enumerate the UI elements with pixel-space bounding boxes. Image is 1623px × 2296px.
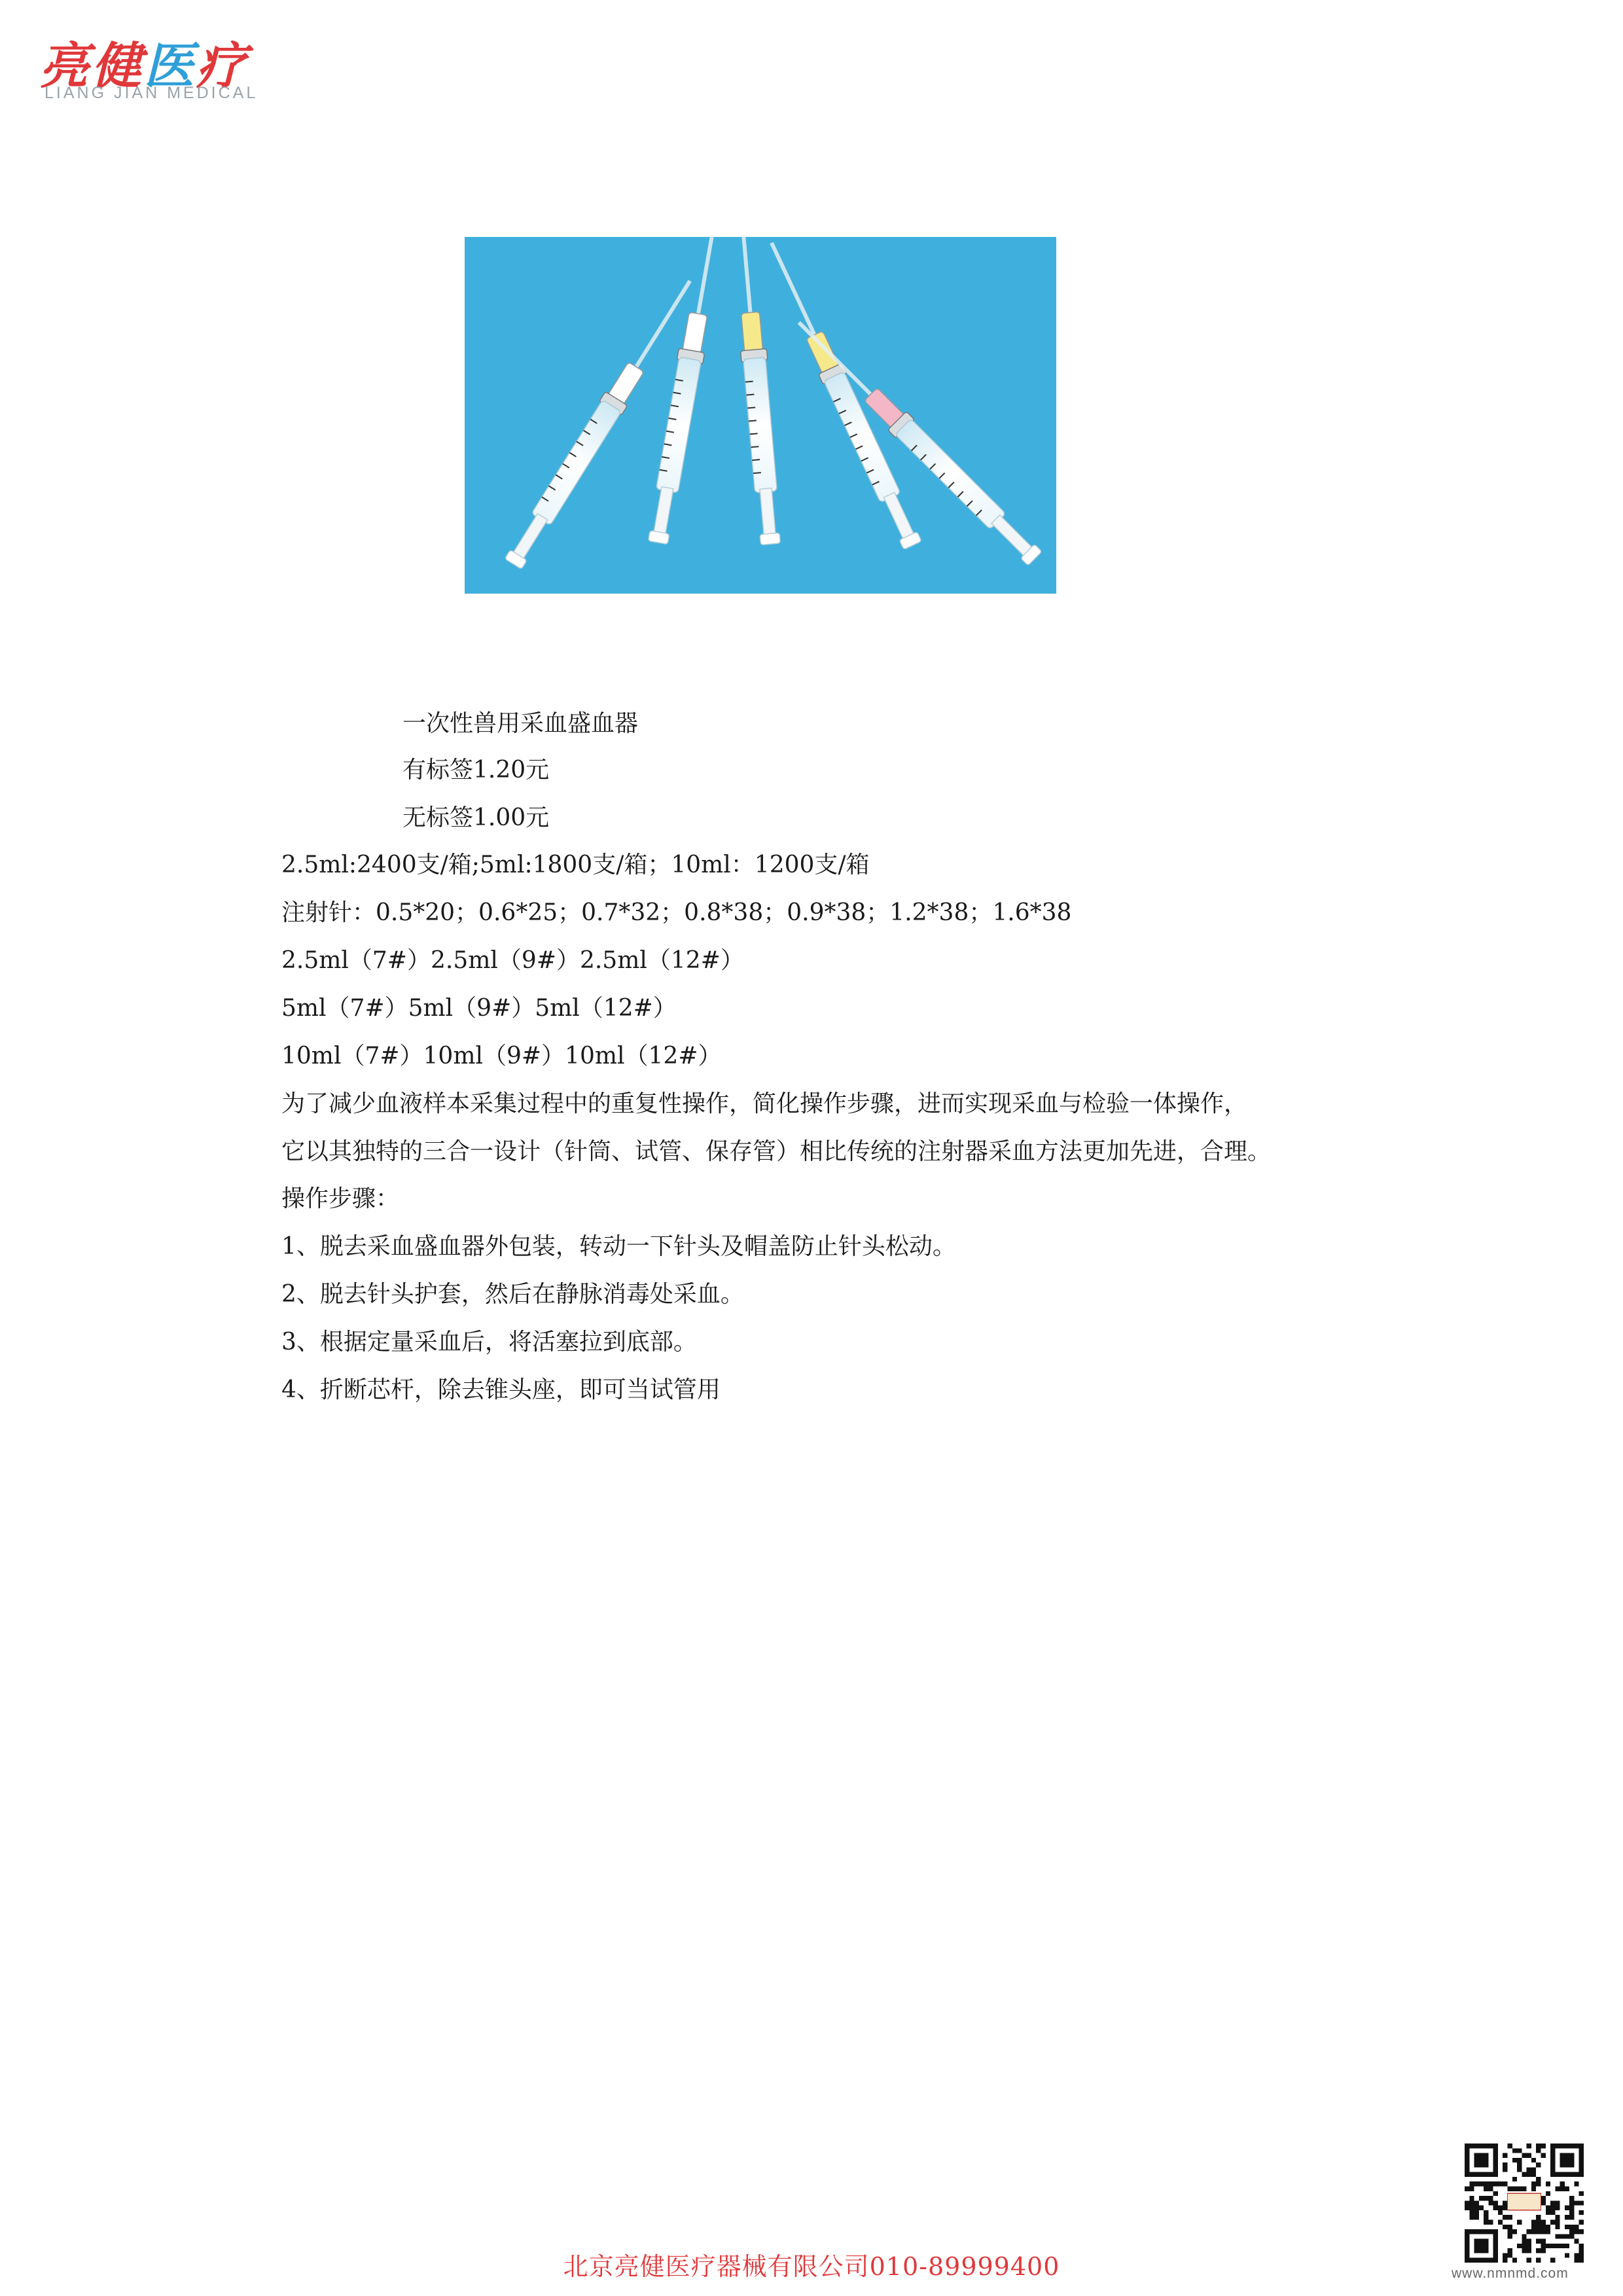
step-4: 4、折断芯杆，除去锥头座，即可当试管用 (281, 1376, 721, 1403)
logo-char-1: 亮 (39, 37, 92, 95)
qr-code-icon (1465, 2144, 1584, 2263)
website: www.nmnmd.com (1452, 2266, 1569, 2281)
size-row-10ml: 10ml（7#）10ml（9#）10ml（12#） (281, 1043, 722, 1069)
needle-spec: 注射针：0.5*20；0.6*25；0.7*32；0.8*38；0.9*38；1.2*38；1.6*38 (281, 899, 1072, 926)
steps-heading: 操作步骤： (281, 1185, 400, 1212)
logo-char-4: 疗 (196, 37, 249, 95)
description-line-2: 它以其独特的三合一设计（针筒、试管、保存管）相比传统的注射器采血方法更加先进，合理。 (281, 1138, 1272, 1165)
product-title: 一次性兽用采血盛血器 (402, 710, 639, 737)
size-row-2-5ml: 2.5ml（7#）2.5ml（9#）2.5ml（12#） (281, 947, 744, 974)
logo-char-2: 健 (92, 37, 144, 95)
company-logo (39, 26, 259, 105)
product-photo (465, 237, 1056, 594)
step-2: 2、脱去针头护套，然后在静脉消毒处采血。 (281, 1281, 744, 1308)
logo-char-3: 医 (144, 37, 196, 95)
footer-company: 北京亮健医疗器械有限公司010-89999400 (563, 2252, 1060, 2281)
price-unlabeled: 无标签1.00元 (402, 804, 550, 831)
price-labeled: 有标签1.20元 (402, 757, 550, 783)
logo-english: LIANG JIAN MEDICAL (45, 84, 259, 102)
packing-spec: 2.5ml:2400支/箱;5ml:1800支/箱；10ml：1200支/箱 (281, 852, 870, 878)
step-3: 3、根据定量采血后，将活塞拉到底部。 (281, 1329, 697, 1355)
size-row-5ml: 5ml（7#）5ml（9#）5ml（12#） (281, 995, 677, 1022)
qr-code (1465, 2144, 1584, 2263)
syringes-illustration (465, 237, 1056, 594)
step-1: 1、脱去采血盛血器外包装，转动一下针头及帽盖防止针头松动。 (281, 1233, 956, 1260)
description-line-1: 为了减少血液样本采集过程中的重复性操作，简化操作步骤，进而实现采血与检验一体操作， (281, 1090, 1248, 1117)
